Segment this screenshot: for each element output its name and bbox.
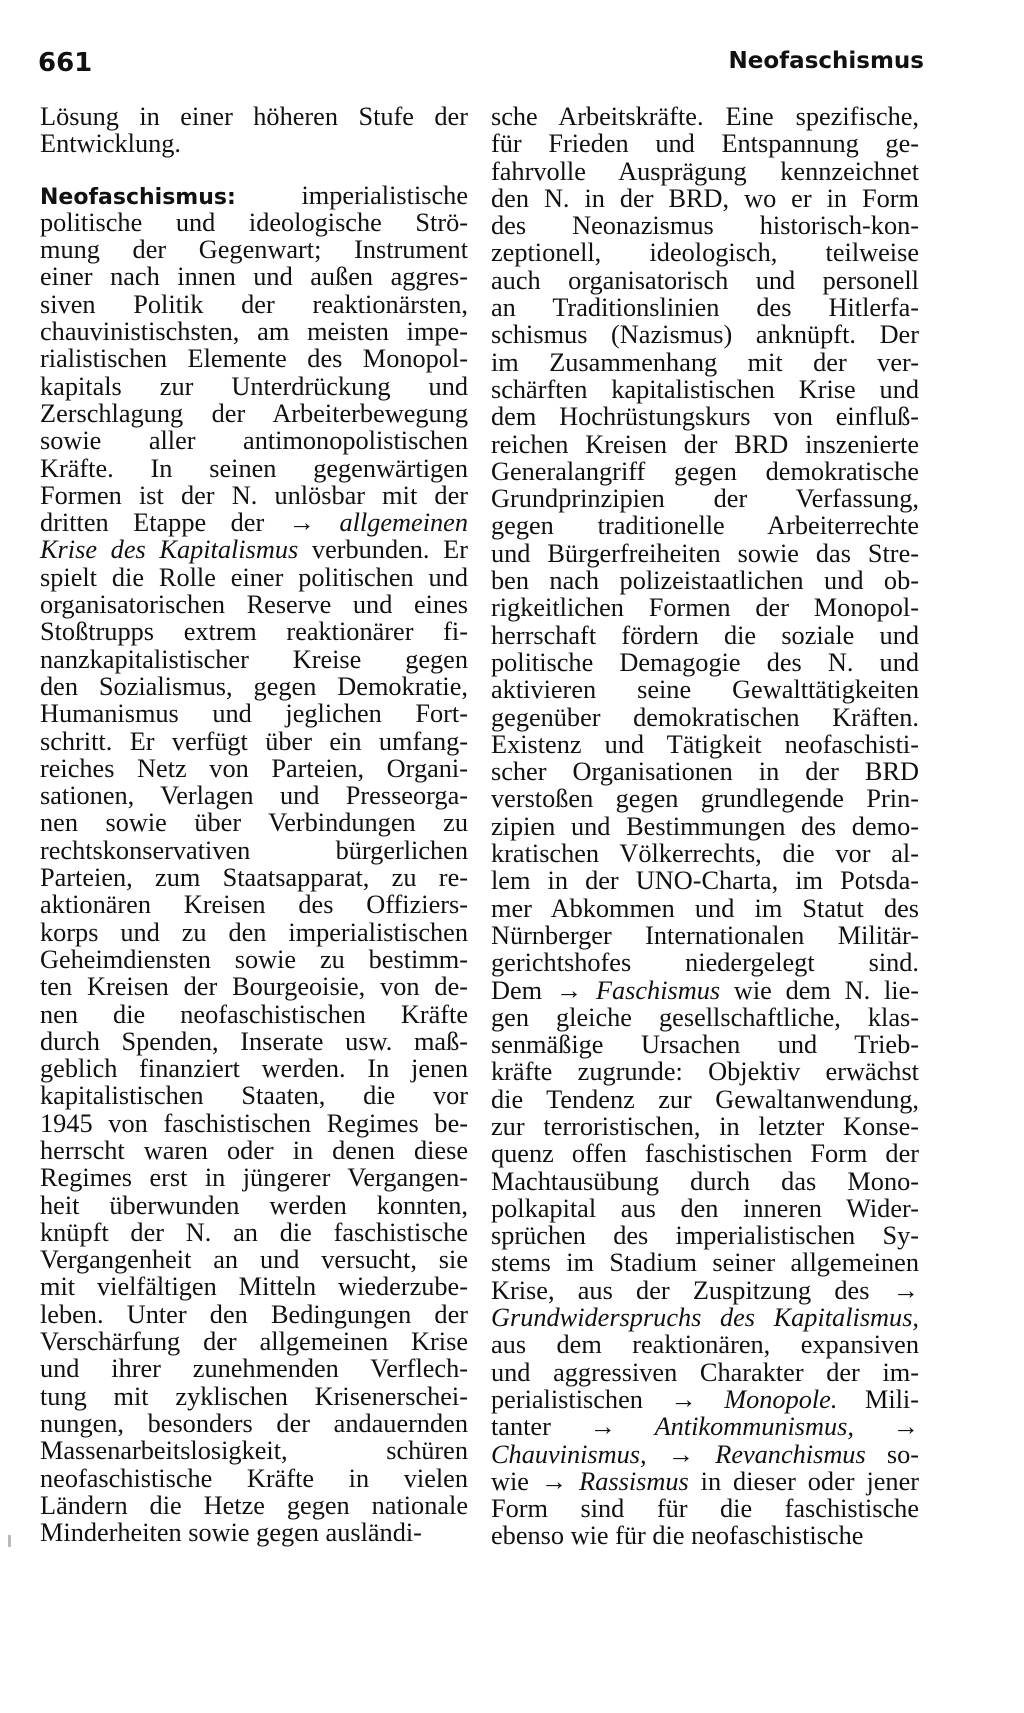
- cross-reference: Monopole.: [724, 1384, 838, 1414]
- text-run: nungen, besonders der andauernden: [40, 1408, 468, 1438]
- text-line: [40, 700, 468, 727]
- text-line: [40, 373, 468, 400]
- text-line: [491, 458, 919, 485]
- paragraph-gap: [40, 158, 468, 182]
- text-run: mung der Gegenwart; Instrument: [40, 235, 468, 265]
- text-line: [40, 318, 468, 345]
- scan-edge-mark: [8, 1535, 11, 1547]
- text-run: Zerschlagung der Arbeiterbewegung: [40, 398, 468, 428]
- cross-reference: Antikommunismus,: [654, 1412, 854, 1442]
- text-run: durch Spenden, Inserate usw. maß-: [40, 1026, 468, 1056]
- text-line: [491, 1140, 919, 1167]
- text-run: Mili-: [837, 1384, 919, 1414]
- text-run: schritt. Er verfügt über ein umfang-: [40, 726, 468, 756]
- text-run: reiches Netz von Parteien, Organi-: [40, 753, 468, 783]
- text-run: gegen traditionelle Arbeiterrechte: [491, 511, 919, 541]
- cross-reference: Krise des Kapitalismus: [40, 535, 299, 565]
- text-line: [491, 267, 919, 294]
- text-line: [40, 728, 468, 755]
- text-run: Stoßtrupps extrem reaktionärer fi-: [40, 617, 468, 647]
- text-line: [40, 564, 468, 591]
- text-line: [491, 431, 919, 458]
- text-line: [491, 349, 919, 376]
- text-line: [40, 455, 468, 482]
- text-line: [40, 1082, 468, 1109]
- text-run: herrscht waren oder in denen diese: [40, 1135, 468, 1165]
- text-run: geblich finanziert werden. In jenen: [40, 1054, 468, 1084]
- text-run: Lösung in einer höheren Stufe der: [40, 102, 468, 131]
- text-run: kapitals zur Unterdrückung und: [40, 371, 468, 401]
- text-run: schismus (Nazismus) anknüpft. Der: [491, 320, 919, 350]
- text-line: [40, 236, 468, 263]
- cross-reference: Grundwiderspruchs des Kapitalismus,: [491, 1303, 919, 1333]
- text-run: des Neonazismus historisch-kon-: [491, 211, 919, 241]
- text-line: [40, 1001, 468, 1028]
- text-line: [40, 1328, 468, 1355]
- text-run: heit überwunden werden konnten,: [40, 1190, 468, 1220]
- text-run: wie →: [491, 1466, 580, 1496]
- text-run: Grundprinzipien der Verfassung,: [491, 484, 919, 514]
- text-run: nen die neofaschistischen Kräfte: [40, 999, 468, 1029]
- text-run: politische und ideologische Strö-: [40, 207, 468, 237]
- text-line: [40, 673, 468, 700]
- text-line: [491, 895, 919, 922]
- cross-reference: Chauvinismus,: [491, 1439, 647, 1469]
- text-run: Machtausübung durch das Mono-: [491, 1166, 919, 1196]
- text-run: senmäßige Ursachen und Trieb-: [491, 1030, 919, 1060]
- text-line: [491, 567, 919, 594]
- text-run: so-: [865, 1439, 919, 1469]
- text-line: [40, 1192, 468, 1219]
- text-run: und ihrer zunehmenden Verflech-: [40, 1354, 468, 1384]
- text-run: mer Abkommen und im Statut des: [491, 893, 919, 923]
- text-run: aktivieren seine Gewalttätigkeiten: [491, 675, 919, 705]
- text-line: [40, 1519, 468, 1546]
- text-run: korps und zu den imperialistischen: [40, 917, 468, 947]
- page-number: 661: [38, 48, 93, 78]
- text-line: [40, 1219, 468, 1246]
- text-line: [491, 594, 919, 621]
- text-line: [491, 1222, 919, 1249]
- text-line: [40, 1410, 468, 1437]
- text-run: die Tendenz zur Gewaltanwendung,: [491, 1084, 919, 1114]
- text-line: [40, 782, 468, 809]
- text-run: sowie aller antimonopolistischen: [40, 426, 468, 456]
- text-run: den Sozialismus, gegen Demokratie,: [40, 671, 468, 701]
- text-line: [40, 755, 468, 782]
- text-line: [491, 1468, 919, 1495]
- text-line: [491, 977, 919, 1004]
- text-line: [40, 209, 468, 236]
- text-line: [491, 294, 919, 321]
- text-line: [491, 485, 919, 512]
- text-run: Regimes erst in jüngerer Vergangen-: [40, 1163, 468, 1193]
- text-run: in dieser oder jener: [688, 1466, 919, 1496]
- text-run: Vergangenheit an und versucht, sie: [40, 1245, 468, 1275]
- text-line: [491, 212, 919, 239]
- text-line: [40, 536, 468, 563]
- text-run: Existenz und Tätigkeit neofaschisti-: [491, 729, 919, 759]
- text-line: [40, 864, 468, 891]
- text-run: reichen Kreisen der BRD inszenierte: [491, 429, 919, 459]
- text-line: [491, 158, 919, 185]
- text-run: im Zusammenhang mit der ver-: [491, 347, 919, 377]
- text-line: [40, 427, 468, 454]
- entry-headword: Neofaschismus:: [40, 184, 236, 210]
- text-line: [491, 1304, 919, 1331]
- text-run: nen sowie über Verbindungen zu: [40, 808, 468, 838]
- text-run: Formen ist der N. unlösbar mit der: [40, 480, 468, 510]
- text-run: tung mit zyklischen Krisenerschei-: [40, 1381, 468, 1411]
- text-line: [40, 182, 468, 209]
- text-run: Generalangriff gegen demokratische: [491, 456, 919, 486]
- cross-reference: Faschismus: [595, 975, 721, 1005]
- text-line: [40, 1246, 468, 1273]
- text-line: [491, 840, 919, 867]
- text-run: tanter →: [491, 1412, 655, 1442]
- text-line: [491, 1249, 919, 1276]
- text-run: kräfte zugrunde: Objektiv erwächst: [491, 1057, 919, 1087]
- text-run: gegenüber demokratischen Kräften.: [491, 702, 919, 732]
- text-run: Humanismus und jeglichen Fort-: [40, 699, 468, 729]
- text-line: [491, 1413, 919, 1440]
- text-line: [491, 731, 919, 758]
- text-line: [40, 973, 468, 1000]
- text-run: →: [646, 1439, 716, 1469]
- text-run: zipien und Bestimmungen des demo-: [491, 811, 919, 841]
- text-run: rigkeitlichen Formen der Monopol-: [491, 593, 919, 623]
- text-run: zeptionell, ideologisch, teilweise: [491, 238, 919, 268]
- text-line: [40, 400, 468, 427]
- text-run: Form sind für die faschistische: [491, 1494, 919, 1524]
- text-line: [491, 130, 919, 157]
- text-run: Nürnberger Internationalen Militär-: [491, 920, 919, 950]
- text-run: kratischen Völkerrechts, die vor al-: [491, 839, 919, 869]
- text-run: nanzkapitalistischer Kreise gegen: [40, 644, 468, 674]
- text-line: [491, 1277, 919, 1304]
- text-line: [40, 1355, 468, 1382]
- text-line: [40, 618, 468, 645]
- text-run: fahrvolle Ausprägung kennzeichnet: [491, 156, 919, 186]
- text-line: [491, 676, 919, 703]
- text-run: Parteien, zum Staatsapparat, zu re-: [40, 863, 468, 893]
- text-run: mit vielfältigen Mitteln wiederzube-: [40, 1272, 468, 1302]
- text-run: rialistischen Elemente des Monopol-: [40, 344, 468, 374]
- text-run: Entwicklung.: [40, 129, 181, 159]
- text-run: Kräfte. In seinen gegenwärtigen: [40, 453, 468, 483]
- cross-reference: allgemeinen: [339, 508, 468, 538]
- text-line: [491, 185, 919, 212]
- text-line: [491, 1386, 919, 1413]
- text-line: [40, 891, 468, 918]
- text-line: [40, 1110, 468, 1137]
- text-run: dritten Etappe der →: [40, 508, 340, 538]
- cross-reference: Revanchismus: [715, 1439, 866, 1469]
- text-run: zur terroristischen, in letzter Konse-: [491, 1111, 919, 1141]
- text-line: [491, 1441, 919, 1468]
- text-run: einer nach innen und außen aggres-: [40, 262, 468, 292]
- text-line: [40, 1028, 468, 1055]
- text-run: rechtskonservativen bürgerlichen: [40, 835, 468, 865]
- text-line: [491, 540, 919, 567]
- text-run: Ländern die Hetze gegen nationale: [40, 1490, 468, 1520]
- text-run: knüpft der N. an die faschistische: [40, 1217, 468, 1247]
- text-run: aktionären Kreisen des Offiziers-: [40, 890, 468, 920]
- text-line: [491, 649, 919, 676]
- text-line: [40, 1301, 468, 1328]
- text-run: und aggressiven Charakter der im-: [491, 1357, 919, 1387]
- cross-reference: Rassismus: [579, 1466, 689, 1496]
- text-run: politische Demagogie des N. und: [491, 647, 919, 677]
- text-run: Dem →: [491, 975, 596, 1005]
- text-run: leben. Unter den Bedingungen der: [40, 1299, 468, 1329]
- text-run: auch organisatorisch und personell: [491, 265, 919, 295]
- text-line: [491, 1004, 919, 1031]
- running-title: Neofaschismus: [728, 48, 924, 74]
- text-run: sationen, Verlagen und Presseorga-: [40, 781, 468, 811]
- text-run: herrschaft fördern die soziale und: [491, 620, 919, 650]
- text-line: [491, 785, 919, 812]
- text-line: [491, 704, 919, 731]
- text-line: [491, 867, 919, 894]
- text-line: [491, 1086, 919, 1113]
- text-line: [491, 949, 919, 976]
- text-run: sprüchen des imperialistischen Sy-: [491, 1221, 919, 1251]
- text-run: quenz offen faschistischen Form der: [491, 1139, 919, 1169]
- text-line: [491, 1168, 919, 1195]
- text-run: gen gleiche gesellschaftliche, klas-: [491, 1002, 919, 1032]
- text-run: chauvinistischsten, am meisten impe-: [40, 317, 468, 347]
- text-line: [40, 263, 468, 290]
- text-line: [491, 813, 919, 840]
- text-run: 1945 von faschistischen Regimes be-: [40, 1108, 468, 1138]
- text-line: [40, 130, 468, 157]
- text-line: [491, 1495, 919, 1522]
- text-run: verstoßen gegen grundlegende Prin-: [491, 784, 919, 814]
- text-run: ben nach polizeistaatlichen und ob-: [491, 566, 919, 596]
- text-line: [491, 622, 919, 649]
- left-text-column: [40, 103, 468, 1546]
- text-line: [491, 1031, 919, 1058]
- text-run: schärften kapitalistischen Krise und: [491, 374, 919, 404]
- text-line: [40, 1273, 468, 1300]
- text-line: [40, 345, 468, 372]
- text-run: siven Politik der reaktionärsten,: [40, 289, 468, 319]
- text-run: imperialistische: [235, 180, 468, 210]
- text-run: Krise, aus der Zuspitzung des →: [491, 1275, 919, 1305]
- text-line: [491, 758, 919, 785]
- text-line: [40, 1437, 468, 1464]
- text-run: scher Organisationen in der BRD: [491, 757, 919, 787]
- text-line: [40, 1137, 468, 1164]
- text-line: [40, 646, 468, 673]
- text-run: wie dem N. lie-: [720, 975, 920, 1005]
- right-text-column: [491, 103, 919, 1550]
- text-run: ten Kreisen der Bourgeoisie, von de-: [40, 972, 468, 1002]
- text-run: spielt die Rolle einer politischen und: [40, 562, 468, 592]
- text-run: den N. in der BRD, wo er in Form: [491, 183, 919, 213]
- text-line: [491, 1522, 919, 1549]
- text-run: aus dem reaktionären, expansiven: [491, 1330, 919, 1360]
- text-line: [40, 1164, 468, 1191]
- text-line: [491, 376, 919, 403]
- text-line: [40, 1465, 468, 1492]
- text-run: kapitalistischen Staaten, die vor: [40, 1081, 468, 1111]
- text-run: dem Hochrüstungskurs von einfluß-: [491, 402, 919, 432]
- text-line: [491, 1195, 919, 1222]
- text-run: sche Arbeitskräfte. Eine spezifische,: [491, 102, 919, 131]
- text-line: [491, 1331, 919, 1358]
- text-run: stems im Stadium seiner allgemeinen: [491, 1248, 919, 1278]
- text-line: [40, 509, 468, 536]
- text-run: neofaschistische Kräfte in vielen: [40, 1463, 468, 1493]
- text-line: [40, 591, 468, 618]
- text-line: [40, 482, 468, 509]
- text-run: Massenarbeitslosigkeit, schüren: [40, 1436, 468, 1466]
- text-line: [491, 1058, 919, 1085]
- text-run: und Bürgerfreiheiten sowie das Stre-: [491, 538, 919, 568]
- text-line: [491, 922, 919, 949]
- text-line: [40, 1492, 468, 1519]
- text-line: [40, 291, 468, 318]
- text-line: [40, 1383, 468, 1410]
- text-run: →: [854, 1412, 920, 1442]
- text-run: für Frieden und Entspannung ge-: [491, 129, 919, 159]
- text-line: [491, 1113, 919, 1140]
- text-line: [491, 103, 919, 130]
- text-run: verbunden. Er: [298, 535, 468, 565]
- text-line: [40, 919, 468, 946]
- text-line: [491, 1359, 919, 1386]
- text-run: perialistischen →: [491, 1384, 725, 1414]
- text-run: polkapital aus den inneren Wider-: [491, 1193, 919, 1223]
- text-run: lem in der UNO-Charta, im Potsda-: [491, 866, 919, 896]
- text-run: gerichtshofes niedergelegt sind.: [491, 948, 919, 978]
- text-line: [40, 837, 468, 864]
- text-run: Geheimdiensten sowie zu bestimm-: [40, 944, 468, 974]
- text-run: an Traditionslinien des Hitlerfa-: [491, 293, 919, 323]
- text-line: [491, 321, 919, 348]
- text-line: [491, 239, 919, 266]
- text-line: [40, 946, 468, 973]
- text-line: [491, 403, 919, 430]
- text-run: organisatorischen Reserve und eines: [40, 590, 468, 620]
- text-line: [491, 512, 919, 539]
- text-run: Verschärfung der allgemeinen Krise: [40, 1327, 468, 1357]
- text-line: [40, 103, 468, 130]
- text-run: ebenso wie für die neofaschistische: [491, 1521, 864, 1551]
- text-line: [40, 809, 468, 836]
- text-line: [40, 1055, 468, 1082]
- text-run: Minderheiten sowie gegen ausländi-: [40, 1518, 422, 1548]
